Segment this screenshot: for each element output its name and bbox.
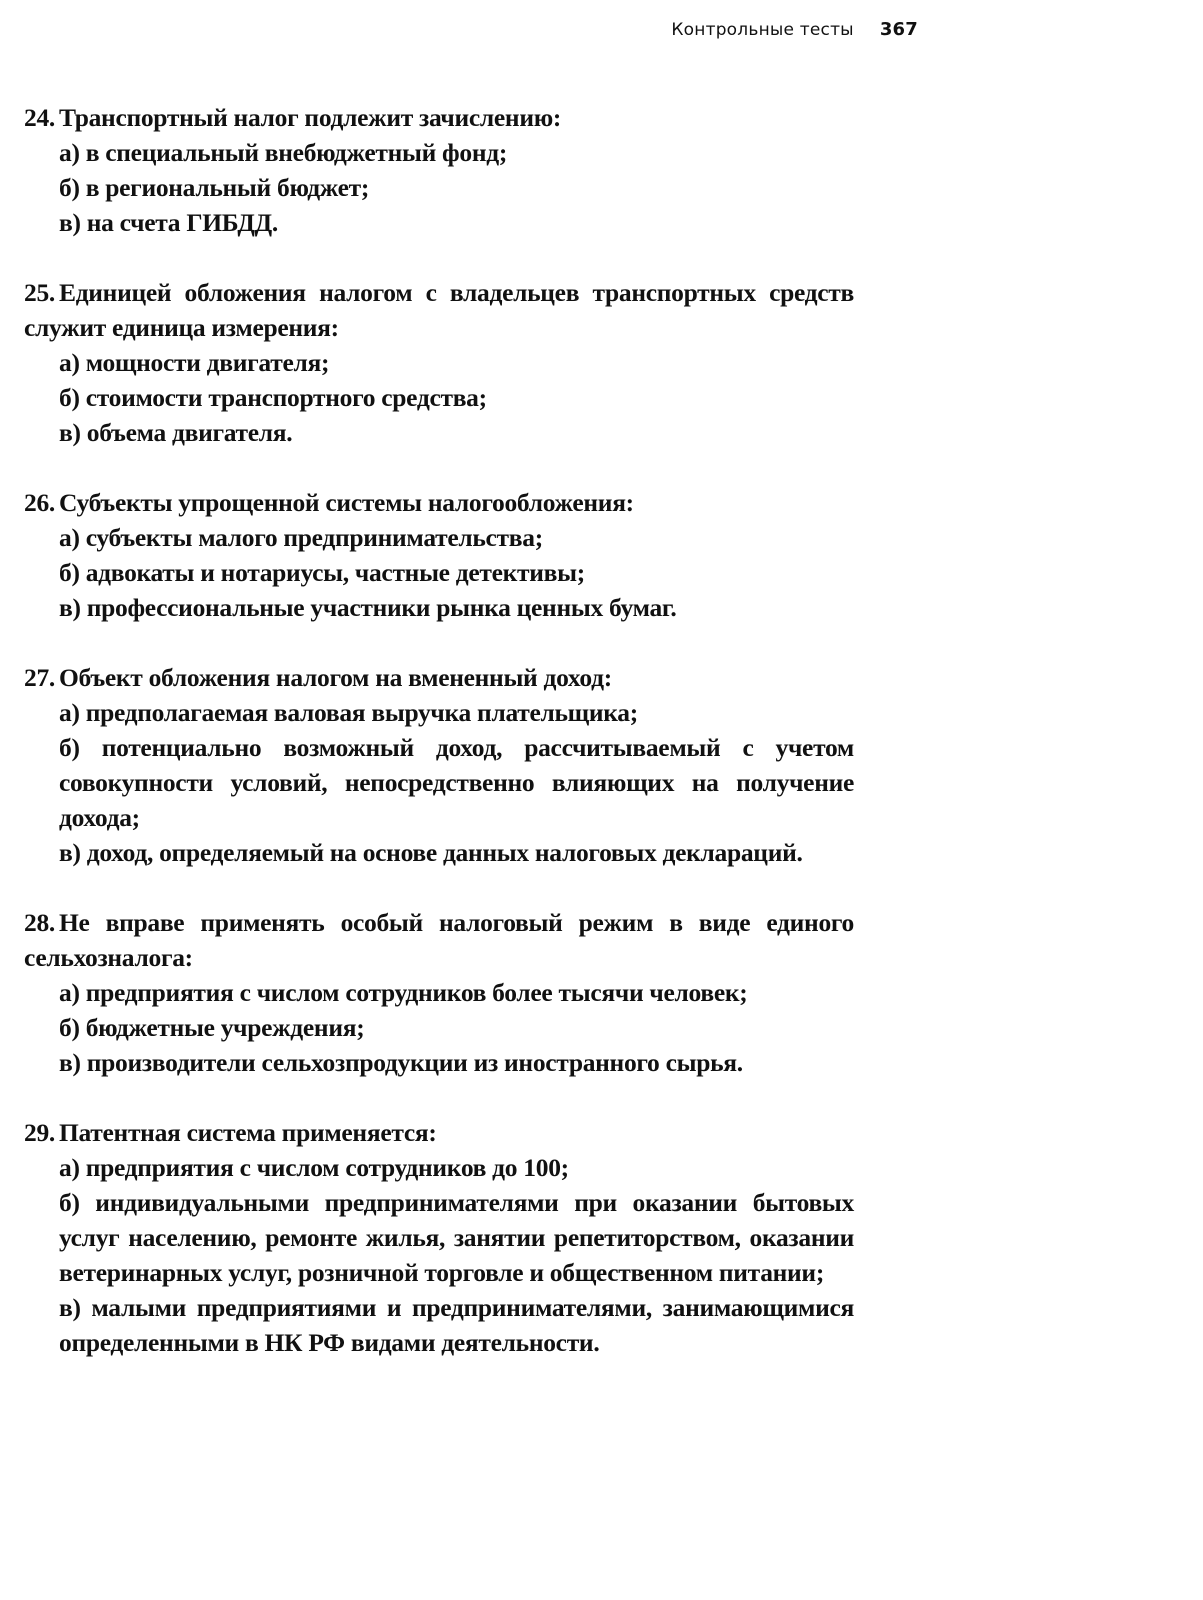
question-stem xyxy=(24,485,854,520)
question-text: Субъекты упрощенной системы налогообложения: xyxy=(58,488,634,517)
answer-option-a: а) предприятия с числом сотрудников до 100; xyxy=(59,1153,569,1182)
answer-option-b: б) бюджетные учреждения; xyxy=(59,1013,365,1042)
question-stem xyxy=(24,660,854,695)
question-29 xyxy=(24,1115,854,1360)
answer-option-a: а) в специальный внебюджетный фонд; xyxy=(59,138,508,167)
answer-option-b: б) потенциально возможный доход, рассчитываемый с учетом совокупности условий, непосредственно влияющих на получение дохода; xyxy=(59,733,854,832)
question-stem xyxy=(24,100,854,135)
question-25 xyxy=(24,275,854,450)
question-text: Единицей обложения налогом с владельцев транспортных средств служит единица измерения: xyxy=(24,278,854,342)
question-text: Патентная система применяется: xyxy=(58,1118,437,1147)
answer-option-b: б) индивидуальными предпринимателями при оказании бытовых услуг населению, ремонте жилья, занятии репетиторством, оказании ветеринарных услуг, розничной торговле и общественном питании; xyxy=(59,1188,854,1287)
question-number: 25. xyxy=(24,278,55,307)
question-number: 29. xyxy=(24,1118,55,1147)
answer-option-c: в) малыми предприятиями и предпринимателями, занимающимися определенными в НК РФ видами деятельности. xyxy=(59,1293,854,1357)
page-number: 367 xyxy=(879,19,918,40)
answer-option-c: в) на счета ГИБДД. xyxy=(59,208,278,237)
question-text: Транспортный налог подлежит зачислению: xyxy=(58,103,562,132)
running-head xyxy=(600,19,918,40)
question-number: 24. xyxy=(24,103,55,132)
question-stem xyxy=(24,275,854,345)
answer-option-a: а) предполагаемая валовая выручка плательщика; xyxy=(59,698,638,727)
answer-option-c: в) профессиональные участники рынка ценных бумаг. xyxy=(59,593,677,622)
answer-option-b: б) стоимости транспортного средства; xyxy=(59,383,487,412)
question-stem xyxy=(24,905,854,975)
answer-option-a: а) субъекты малого предпринимательства; xyxy=(59,523,543,552)
question-24 xyxy=(24,100,854,240)
test-questions xyxy=(24,100,854,1395)
answer-option-b: б) в региональный бюджет; xyxy=(59,173,370,202)
question-number: 27. xyxy=(24,663,55,692)
running-head-title: Контрольные тесты xyxy=(671,20,854,40)
question-text: Объект обложения налогом на вмененный доход: xyxy=(58,663,612,692)
answer-option-a: а) мощности двигателя; xyxy=(59,348,330,377)
answer-option-c: в) производители сельхозпродукции из иностранного сырья. xyxy=(59,1048,743,1077)
answer-option-c: в) объема двигателя. xyxy=(59,418,293,447)
question-27 xyxy=(24,660,854,870)
question-28 xyxy=(24,905,854,1080)
question-stem xyxy=(24,1115,854,1150)
answer-option-a: а) предприятия с числом сотрудников более тысячи человек; xyxy=(59,978,748,1007)
question-number: 28. xyxy=(24,908,55,937)
question-number: 26. xyxy=(24,488,55,517)
answer-option-c: в) доход, определяемый на основе данных налоговых деклараций. xyxy=(59,838,803,867)
question-text: Не вправе применять особый налоговый режим в виде единого сельхозналога: xyxy=(24,908,854,972)
question-26 xyxy=(24,485,854,625)
answer-option-b: б) адвокаты и нотариусы, частные детективы; xyxy=(59,558,585,587)
